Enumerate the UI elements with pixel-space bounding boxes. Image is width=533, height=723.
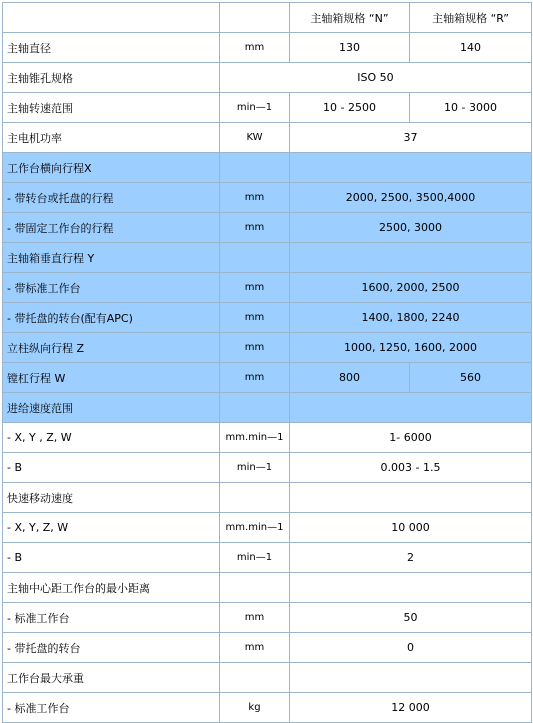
row-unit: mm: [220, 273, 290, 303]
header-cell-spec-r: 主轴箱规格 “R”: [410, 3, 532, 33]
row-unit: mm.min—1: [220, 513, 290, 543]
row-unit: KW: [220, 123, 290, 153]
table-row: [3, 483, 532, 513]
row-value: [290, 243, 532, 273]
row-value-n: 130: [290, 33, 410, 63]
row-value: 10 000: [290, 513, 532, 543]
row-value: [290, 663, 532, 693]
row-unit: mm: [220, 363, 290, 393]
header-cell-label: [3, 3, 220, 33]
row-value: [290, 393, 532, 423]
row-unit: [220, 153, 290, 183]
row-value: 0.003 - 1.5: [290, 453, 532, 483]
row-unit: mm: [220, 603, 290, 633]
row-label: - 带托盘的转台(配有APC): [3, 303, 220, 333]
row-label: 主轴箱垂直行程 Y: [3, 243, 220, 273]
row-label: - B: [3, 453, 220, 483]
row-value: 2000, 2500, 3500,4000: [290, 183, 532, 213]
row-unit: mm: [220, 333, 290, 363]
table-row: [3, 633, 532, 663]
table-row: [3, 33, 532, 63]
row-label: - 标准工作台: [3, 603, 220, 633]
row-unit: mm: [220, 183, 290, 213]
row-label: - 标准工作台: [3, 693, 220, 723]
row-value: 12 000: [290, 693, 532, 723]
row-value: 1000, 1250, 1600, 2000: [290, 333, 532, 363]
table-row: [3, 603, 532, 633]
table-row: [3, 273, 532, 303]
row-unit: [220, 663, 290, 693]
row-value: 1600, 2000, 2500: [290, 273, 532, 303]
table-row: [3, 693, 532, 723]
row-value: [290, 483, 532, 513]
row-unit: [220, 483, 290, 513]
row-unit: [220, 393, 290, 423]
row-label: 主轴直径: [3, 33, 220, 63]
row-unit: mm: [220, 303, 290, 333]
row-value: [290, 153, 532, 183]
row-value-n: 800: [290, 363, 410, 393]
row-unit: min—1: [220, 453, 290, 483]
row-label: 工作台最大承重: [3, 663, 220, 693]
row-unit: mm: [220, 33, 290, 63]
row-value: 2: [290, 543, 532, 573]
table-row: [3, 543, 532, 573]
row-label: - 带托盘的转台: [3, 633, 220, 663]
row-value: 0: [290, 633, 532, 663]
header-cell-spec-n: 主轴箱规格 “N”: [290, 3, 410, 33]
row-label: 工作台横向行程X: [3, 153, 220, 183]
table-row: [3, 123, 532, 153]
row-label: 主轴中心距工作台的最小距离: [3, 573, 220, 603]
row-value: 1400, 1800, 2240: [290, 303, 532, 333]
row-label: - X, Y , Z, W: [3, 423, 220, 453]
table-row: [3, 363, 532, 393]
row-unit: min—1: [220, 543, 290, 573]
row-value-n: 10 - 2500: [290, 93, 410, 123]
row-label: - B: [3, 543, 220, 573]
table-row: [3, 423, 532, 453]
row-label: 立柱纵向行程 Z: [3, 333, 220, 363]
row-label: 主轴锥孔规格: [3, 63, 220, 93]
row-value: [290, 573, 532, 603]
table-row: [3, 513, 532, 543]
table-row: [3, 303, 532, 333]
table-row: [3, 213, 532, 243]
table-row: [3, 573, 532, 603]
table-row: [3, 153, 532, 183]
table-row: [3, 453, 532, 483]
row-value: ISO 50: [220, 63, 532, 93]
row-label: 进给速度范围: [3, 393, 220, 423]
row-value: 50: [290, 603, 532, 633]
spec-table-body: [3, 3, 532, 723]
table-row: [3, 93, 532, 123]
row-label: 快速移动速度: [3, 483, 220, 513]
row-label: 主轴转速范围: [3, 93, 220, 123]
table-row: [3, 393, 532, 423]
row-unit: mm: [220, 633, 290, 663]
spec-table: [2, 2, 532, 723]
row-label: - X, Y, Z, W: [3, 513, 220, 543]
table-row: [3, 243, 532, 273]
row-label: - 带固定工作台的行程: [3, 213, 220, 243]
table-row: [3, 663, 532, 693]
row-value: 1- 6000: [290, 423, 532, 453]
row-value: 37: [290, 123, 532, 153]
table-row: [3, 333, 532, 363]
header-cell-unit: [220, 3, 290, 33]
row-value: 2500, 3000: [290, 213, 532, 243]
row-label: 镗杠行程 W: [3, 363, 220, 393]
row-unit: mm.min—1: [220, 423, 290, 453]
row-label: - 带转台或托盘的行程: [3, 183, 220, 213]
row-unit: [220, 243, 290, 273]
row-unit: [220, 573, 290, 603]
row-label: - 带标准工作台: [3, 273, 220, 303]
row-value-r: 10 - 3000: [410, 93, 532, 123]
row-value-r: 560: [410, 363, 532, 393]
table-header-row: [3, 3, 532, 33]
row-unit: min—1: [220, 93, 290, 123]
table-row: [3, 183, 532, 213]
row-value-r: 140: [410, 33, 532, 63]
row-unit: kg: [220, 693, 290, 723]
row-label: 主电机功率: [3, 123, 220, 153]
table-row: [3, 63, 532, 93]
row-unit: mm: [220, 213, 290, 243]
